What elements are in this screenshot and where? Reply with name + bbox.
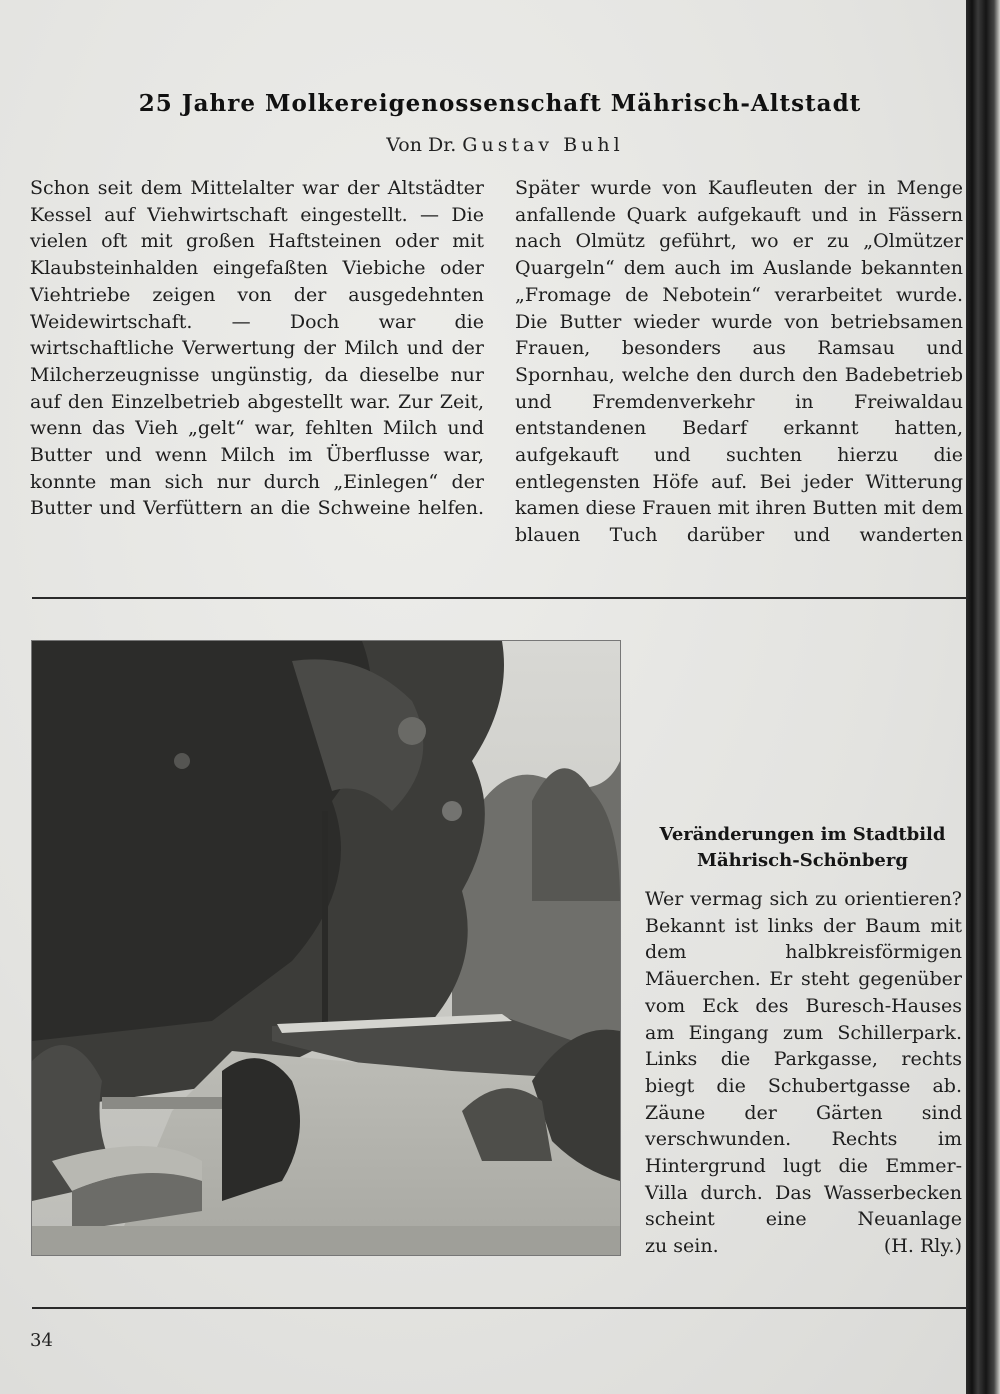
caption-last-line [645,1233,962,1260]
page-number: 34 [30,1330,53,1351]
article-title: 25 Jahre Molkereigenossenschaft Mährisch-Altstadt [138,90,862,117]
photo-caption-title [645,822,960,874]
article-column-right: Später wurde von Kaufleuten der in Menge anfallende Quark aufgekauft und in Fässern nach Olmütz geführt, wo er zu „Olmützer Quargeln“ dem auch im Auslande bekannten „Fromage de Nebotein“ verarbeitet wurde. Die Butter wieder wurde von betriebsamen Frauen, besonders aus Ramsau und Spornhau, welche den durch den Badebetrieb und Fremdenverkehr in Freiwaldau entstandenen Bedarf erkannt hatten, aufgekauft und suchten hierzu die entlegensten Höfe auf. Bei jeder Witterung kamen diese Frauen mit ihren Butten mit dem blauen Tuch darüber und wanderten [515,177,963,547]
byline-author: Gustav Buhl [462,134,624,156]
caption-body: Wer vermag sich zu orientieren? Bekannt ist links der Baum mit dem halbkreisförmigen Mäuerchen. Er steht gegenüber vom Eck des Buresch-Hauses am Eingang zum Schillerpark. Links die Parkgasse, rechts biegt die Schubertgasse ab. Zäune der Gärten sind verschwunden. Rechts im Hintergrund lugt die Emmer-Villa durch. Das Wasserbecken scheint eine Neuanlage [645,888,962,1231]
caption-ending: zu sein. [645,1235,719,1258]
byline-prefix: Von Dr. [386,134,457,156]
park-photograph [31,640,621,1256]
article-byline [30,134,980,156]
section-divider-top [32,597,967,599]
article-column-left: Schon seit dem Mittelalter war der Altstädter Kessel auf Viehwirtschaft eingestellt. — Die vielen oft mit großen Haftsteinen oder mit Klaubsteinhalden eingefaßten Viebiche oder Viehtriebe zeigen von der ausgedehnten Weidewirtschaft. — Doch war die wirtschaftliche Verwertung der Milch und der Milcherzeugnisse ungünstig, da dieselbe nur auf den Einzelbetrieb abgestellt war. Zur Zeit, wenn das Vieh „gelt“ war, fehlten Milch und Butter und wenn Milch im Überflusse war, konnte man sich nur durch „Einlegen“ der Butter und Verfüttern an die Schweine helfen. [30,177,484,520]
park-photo-illustration [32,641,620,1255]
photo-caption-text [645,886,962,1260]
book-spine-shadow [966,0,1000,1394]
caption-title-line-1: Veränderungen im Stadtbild [659,824,946,845]
caption-title-line-2: Mährisch-Schönberg [697,850,908,871]
caption-credit: (H. Rly.) [883,1235,962,1258]
section-divider-bottom [32,1307,967,1309]
